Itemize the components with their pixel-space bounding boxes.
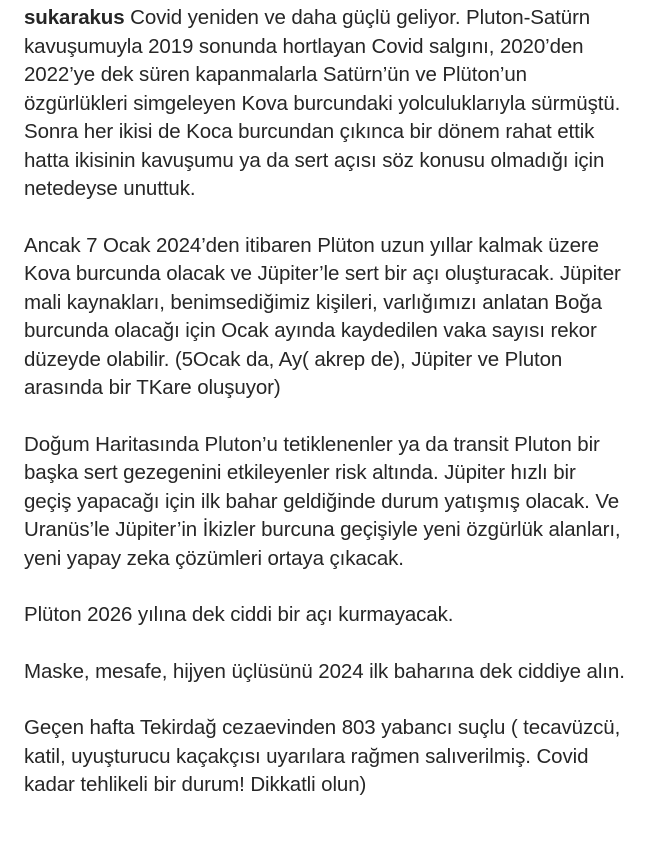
caption-paragraph-3: Doğum Haritasında Pluton’u tetiklenenler ya da transit Pluton bir başka sert gezegenini etkileyenler risk altında. Jüpiter hızlı bir geçiş yapacağı için ilk bahar geldiğinde durum yatışmış olacak. Ve Uranüs’le Jüpiter’in İkizler burcuna geçişiyle yeni özgürlük alanları, yeni yapay zeka çözümleri ortaya çıkacak. bbox=[24, 432, 621, 570]
caption-paragraph-6: Geçen hafta Tekirdağ cezaevinden 803 yabancı suçlu ( tecavüzcü, katil, uyuşturucu kaçakçısı uyarılara rağmen salıverilmiş. Covid kadar tehlikeli bir durum! Dikkatli olun) bbox=[24, 716, 621, 796]
caption-paragraph-1 bbox=[24, 4, 628, 204]
username-link[interactable]: sukarakus bbox=[24, 6, 125, 29]
caption-text-1: Covid yeniden ve daha güçlü geliyor. Pluton-Satürn kavuşumuyla 2019 sonunda hortlayan Covid salgını, 2020’den 2022’ye dek süren kapanmalarla Satürn’ün ve Plüton’un özgürlükleri simgeleyen Kova burcundaki yolculuklarıyla sürmüştü. Sonra her ikisi de Koca burcundan çıkınca bir dönem rahat ettik hatta ikisinin kavuşumu ya da sert açısı söz konusu olmadığı için netedeyse unuttuk. bbox=[24, 6, 621, 200]
caption-paragraph-4: Plüton 2026 yılına dek ciddi bir açı kurmayacak. bbox=[24, 603, 454, 626]
caption-paragraph-2: Ancak 7 Ocak 2024’den itibaren Plüton uzun yıllar kalmak üzere Kova burcunda olacak ve Jüpiter’le sert bir açı oluşturacak. Jüpiter mali kaynakları, benimsediğimiz kişileri, varlığımızı anlatan Boğa burcunda olacağı için Ocak ayında kaydedilen vaka sayısı rekor düzeyde olabilir. (5Ocak da, Ay( akrep de), Jüpiter ve Pluton arasında bir TKare oluşuyor) bbox=[24, 233, 621, 399]
caption-paragraph-5: Maske, mesafe, hijyen üçlüsünü 2024 ilk baharına dek ciddiye alın. bbox=[24, 659, 625, 683]
